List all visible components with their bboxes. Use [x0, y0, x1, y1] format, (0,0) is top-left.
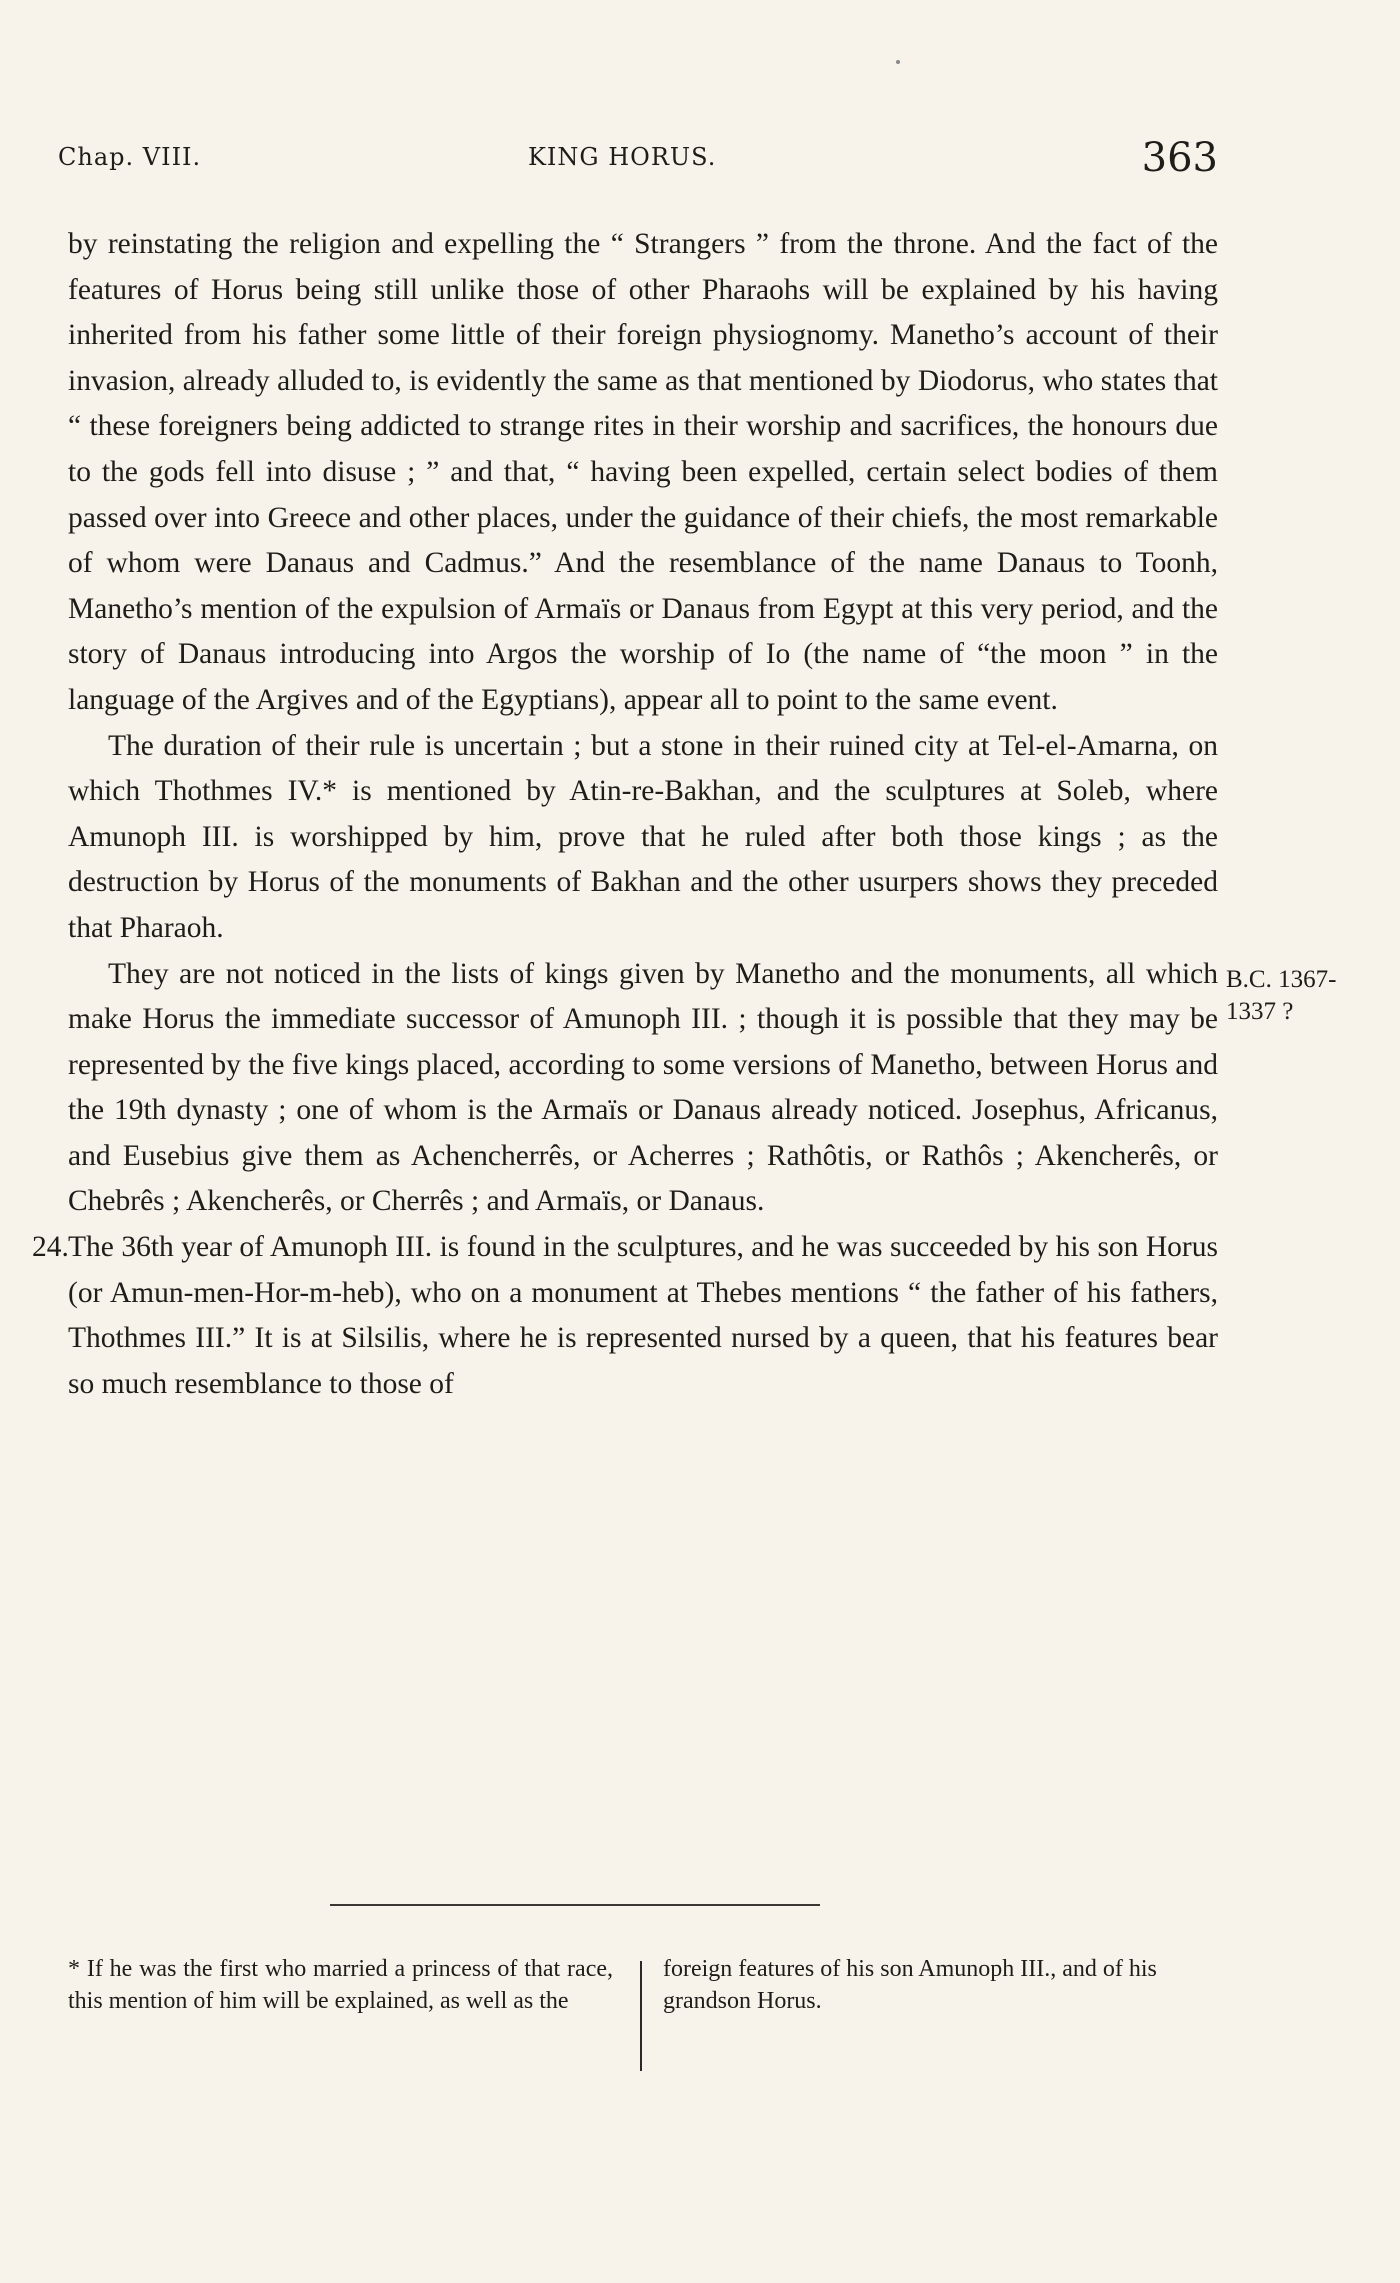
- margin-date-line-2: 1337 ?: [1226, 998, 1294, 1025]
- running-header: [58, 135, 1218, 195]
- page-number: 363: [1141, 135, 1218, 181]
- section-number: 24.: [32, 1231, 69, 1264]
- footnote-rule: [330, 1904, 820, 1906]
- body-text: [32, 222, 1218, 1407]
- footnote-right-column: foreign features of his son Amunoph III., and of his grandson Horus.: [663, 1956, 1157, 2014]
- paragraph-4: [32, 1225, 1218, 1407]
- chapter-label: Chap. VIII.: [58, 143, 202, 171]
- speck: [896, 60, 900, 64]
- footnote-column-divider: [640, 1961, 642, 2071]
- paragraph-2: The duration of their rule is uncertain ; but a stone in their ruined city at Tel-el-Amarna, on which Thothmes IV.* is mentioned by Atin-re-Bakhan, and the sculptures at Soleb, where Amunoph III. is worshipped by him, prove that he ruled after both those kings ; as the destruction by Horus of the monuments of Bakhan and the other usurpers shows they preceded that Pharaoh.: [68, 729, 1218, 944]
- footnote: [68, 1953, 1218, 2063]
- running-title: KING HORUS.: [528, 143, 717, 171]
- paragraph-3: They are not noticed in the lists of kings given by Manetho and the monuments, all which make Horus the immediate successor of Amunoph III. ; though it is possible that they may be represented by the five kings placed, according to some versions of Manetho, between Horus and the 19th dynasty ; one of whom is the Armaïs or Danaus already noticed. Josephus, Africanus, and Eusebius give them as Achencherrês, or Acherres ; Rathôtis, or Rathôs ; Akencherês, or Chebrês ; Akencherês, or Cherrês ; and Armaïs, or Danaus.: [68, 957, 1218, 1218]
- footnote-left-column: * If he was the first who married a princess of that race, this mention of him will be explained, as well as the: [68, 1956, 613, 2014]
- margin-date-line-1: B.C. 1367-: [1226, 966, 1337, 993]
- paragraph-4-text: The 36th year of Amunoph III. is found in the sculptures, and he was succeeded by his son Horus (or Amun-men-Hor-m-heb), who on a monument at Thebes mentions “ the father of his fathers, Thothmes III.” It is at Silsilis, where he is represented nursed by a queen, that his features bear so much resemblance to those of: [68, 1231, 1218, 1400]
- paragraph-1: by reinstating the religion and expelling the “ Strangers ” from the throne. And the fact of the features of Horus being still unlike those of other Pharaohs will be explained by his having inherited from his father some little of their foreign physiognomy. Manetho’s account of their invasion, already alluded to, is evidently the same as that mentioned by Diodorus, who states that “ these foreigners being addicted to strange rites in their worship and sacrifices, the honours due to the gods fell into disuse ; ” and that, “ having been expelled, certain select bodies of them passed over into Greece and other places, under the guidance of their chiefs, the most remarkable of whom were Danaus and Cadmus.” And the resemblance of the name Danaus to Toonh, Manetho’s mention of the expulsion of Armaïs or Danaus from Egypt at this very period, and the story of Danaus introducing into Argos the worship of Io (the name of “the moon ” in the language of the Argives and of the Egyptians), appear all to point to the same event.: [68, 228, 1218, 716]
